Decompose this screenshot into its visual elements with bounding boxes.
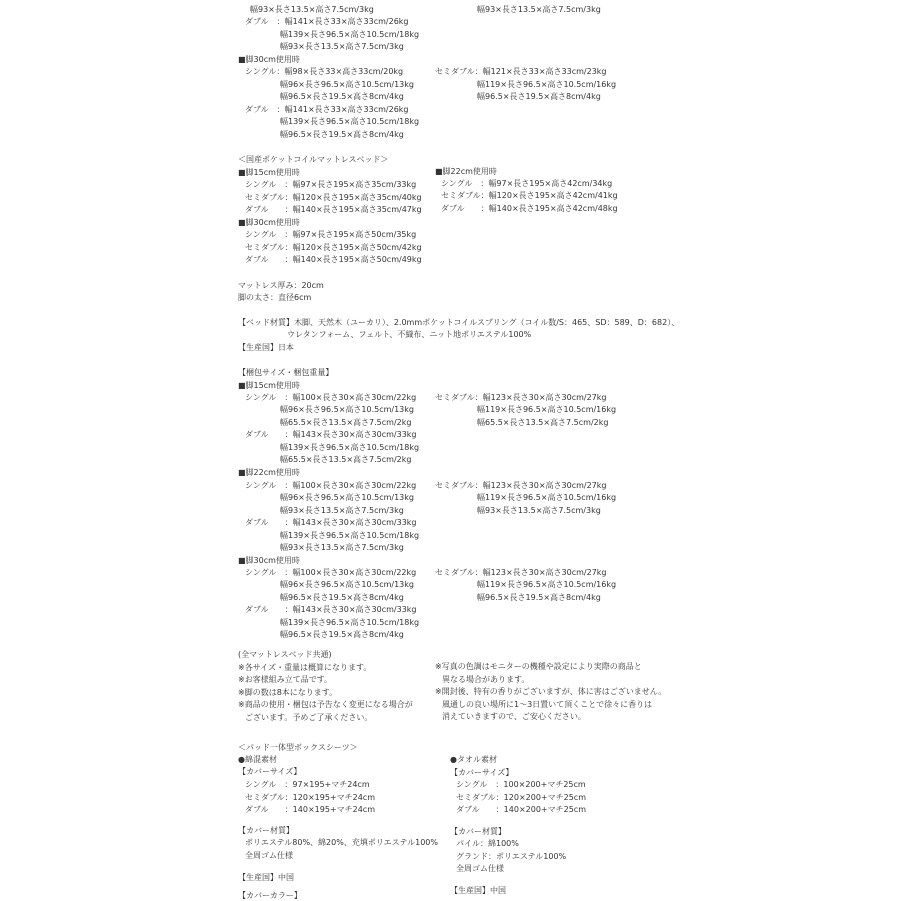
- spec-line: 【生産国】日本: [238, 343, 294, 352]
- spec-line: 幅65.5×長さ13.5×高さ7.5cm/2kg: [280, 418, 412, 427]
- spec-line: ■脚15cm使用時: [238, 381, 300, 390]
- spec-line: ダブル ：幅143×長さ30×高さ30cm/33kg: [245, 430, 417, 439]
- spec-line: 幅96×長さ96.5×高さ10.5cm/13kg: [280, 80, 414, 89]
- spec-line: シングル ：100×200+マチ25cm: [456, 780, 586, 789]
- spec-line: 【カバー材質】: [450, 827, 506, 836]
- spec-line: 幅119×長さ96.5×高さ10.5cm/16kg: [477, 493, 617, 502]
- spec-line: 幅93×長さ13.5×高さ7.5cm/3kg: [280, 42, 404, 51]
- spec-line: セミダブル：幅123×長さ30×高さ30cm/27kg: [435, 393, 607, 402]
- spec-line: ダブル ：幅141×長さ33×高さ33cm/26kg: [245, 17, 409, 26]
- spec-line: 幅139×長さ96.5×高さ10.5cm/18kg: [280, 443, 420, 452]
- spec-line: ウレタンフォーム、フェルト、不織布、ニット地ポリエステル100%: [287, 330, 532, 339]
- spec-line: パイル：綿100%: [456, 839, 519, 848]
- spec-line: ※開封後、特有の香りがございますが、体に害はございません。: [435, 687, 667, 696]
- spec-line: 【カバーサイズ】: [450, 768, 514, 777]
- spec-line: ダブル ：幅143×長さ30×高さ30cm/33kg: [245, 518, 417, 527]
- spec-line: セミダブル：120×200+マチ25cm: [456, 793, 586, 802]
- spec-line: ダブル ：幅140×長さ195×高さ35cm/47kg: [245, 205, 422, 214]
- spec-line: ●タオル素材: [450, 755, 497, 764]
- spec-line: 幅93×長さ13.5×高さ7.5cm/3kg: [280, 506, 404, 515]
- spec-line: 幅139×長さ96.5×高さ10.5cm/18kg: [280, 30, 420, 39]
- spec-line: マットレス厚み：20cm: [238, 281, 324, 290]
- spec-line: 幅96.5×長さ19.5×高さ8cm/4kg: [280, 92, 404, 101]
- spec-line: ■脚30cm使用時: [238, 556, 300, 565]
- spec-line: セミダブル：幅120×長さ195×高さ42cm/41kg: [441, 191, 618, 200]
- spec-line: 【カバーカラー】: [238, 891, 302, 900]
- spec-line: ダブル ：幅143×長さ30×高さ30cm/33kg: [245, 605, 417, 614]
- spec-line: 全周ゴム仕様: [456, 864, 504, 873]
- spec-line: 幅96.5×長さ19.5×高さ8cm/4kg: [477, 593, 601, 602]
- spec-line: 異なる場合があります。: [442, 675, 530, 684]
- spec-line: ※商品の使用・梱包は予告なく変更になる場合が: [238, 700, 413, 709]
- spec-line: (全マットレスベッド共通): [238, 650, 332, 659]
- spec-line: 幅139×長さ96.5×高さ10.5cm/18kg: [280, 117, 420, 126]
- spec-line: 【ベッド材質】木脚、天然木（ユーカリ）、2.0mmポケットコイルスプリング（コイル数/S：465、SD：589、D：682）、: [238, 318, 680, 327]
- spec-line: セミダブル：幅120×長さ195×高さ35cm/40kg: [245, 193, 422, 202]
- spec-line: ■脚30cm使用時: [238, 55, 300, 64]
- spec-line: 幅119×長さ96.5×高さ10.5cm/16kg: [477, 405, 617, 414]
- spec-line: セミダブル：120×195+マチ24cm: [245, 793, 375, 802]
- spec-line: ございます。予めご了承ください。: [245, 713, 373, 722]
- spec-line: シングル ：幅97×長さ195×高さ42cm/34kg: [441, 179, 613, 188]
- spec-line: ■脚22cm使用時: [238, 468, 300, 477]
- spec-line: 幅96×長さ96.5×高さ10.5cm/13kg: [280, 580, 414, 589]
- spec-line: シングル ：幅100×長さ30×高さ30cm/22kg: [245, 568, 417, 577]
- spec-line: シングル ：幅97×長さ195×高さ50cm/35kg: [245, 230, 417, 239]
- spec-line: 幅96.5×長さ19.5×高さ8cm/4kg: [280, 593, 404, 602]
- spec-line: 幅96.5×長さ19.5×高さ8cm/4kg: [280, 130, 404, 139]
- spec-line: 幅119×長さ96.5×高さ10.5cm/16kg: [477, 580, 617, 589]
- spec-line: 幅139×長さ96.5×高さ10.5cm/18kg: [280, 531, 420, 540]
- spec-line: 【カバー材質】: [238, 826, 294, 835]
- spec-line: 脚の太さ：直径6cm: [238, 293, 312, 302]
- spec-line: シングル ：幅100×長さ30×高さ30cm/22kg: [245, 481, 417, 490]
- spec-line: 幅65.5×長さ13.5×高さ7.5cm/2kg: [477, 418, 609, 427]
- spec-line: ■脚15cm使用時: [238, 168, 300, 177]
- spec-line: 幅93×長さ13.5×高さ7.5cm/3kg: [477, 506, 601, 515]
- spec-line: 風通しの良い場所に1～3日置いて頂くことで徐々に香りは: [442, 700, 653, 709]
- spec-line: ■脚22cm使用時: [435, 167, 497, 176]
- spec-line: ※各サイズ・重量は概算になります。: [238, 663, 372, 672]
- spec-line: ダブル ：幅140×長さ195×高さ50cm/49kg: [245, 255, 422, 264]
- spec-line: 幅93×長さ13.5×高さ7.5cm/3kg: [250, 5, 374, 14]
- spec-line: シングル ：幅100×長さ30×高さ30cm/22kg: [245, 393, 417, 402]
- spec-line: 全周ゴム仕様: [245, 851, 293, 860]
- spec-line: 幅96.5×長さ19.5×高さ8cm/4kg: [477, 92, 601, 101]
- spec-line: 幅93×長さ13.5×高さ7.5cm/3kg: [477, 5, 601, 14]
- spec-line: シングル ：幅97×長さ195×高さ35cm/33kg: [245, 180, 417, 189]
- spec-line: 【生産国】中国: [238, 873, 294, 882]
- spec-line: 幅96×長さ96.5×高さ10.5cm/13kg: [280, 405, 414, 414]
- spec-line: 幅139×長さ96.5×高さ10.5cm/18kg: [280, 618, 420, 627]
- spec-line: ※写真の色調はモニターの機種や設定により実際の商品と: [435, 662, 642, 671]
- spec-line: ＜パッド一体型ボックスシーツ＞: [238, 743, 358, 752]
- spec-line: グランド：ポリエステル100%: [456, 852, 567, 861]
- spec-line: シングル ：97×195+マチ24cm: [245, 780, 370, 789]
- spec-line: ダブル ：幅141×長さ33×高さ33cm/26kg: [245, 105, 409, 114]
- spec-line: ●綿混素材: [238, 755, 277, 764]
- spec-line: 幅96×長さ96.5×高さ10.5cm/13kg: [280, 493, 414, 502]
- spec-line: ※脚の数は8本になります。: [238, 688, 338, 697]
- spec-line: 消えていきますので、ご安心ください。: [442, 712, 586, 721]
- spec-line: ダブル ：幅140×長さ195×高さ42cm/48kg: [441, 204, 618, 213]
- spec-line: 幅119×長さ96.5×高さ10.5cm/16kg: [477, 80, 617, 89]
- spec-line: セミダブル：幅123×長さ30×高さ30cm/27kg: [435, 481, 607, 490]
- spec-line: 【梱包サイズ・梱包重量】: [238, 368, 334, 377]
- spec-line: 【生産国】中国: [450, 886, 506, 895]
- spec-line: 【カバーサイズ】: [238, 767, 302, 776]
- spec-line: 幅96.5×長さ19.5×高さ8cm/4kg: [280, 630, 404, 639]
- spec-line: ■脚30cm使用時: [238, 218, 300, 227]
- spec-line: ダブル ：140×200+マチ25cm: [456, 805, 586, 814]
- spec-line: 幅93×長さ13.5×高さ7.5cm/3kg: [280, 543, 404, 552]
- spec-line: セミダブル：幅123×長さ30×高さ30cm/27kg: [435, 568, 607, 577]
- spec-line: ※お客様組み立て品です。: [238, 675, 333, 684]
- spec-line: ダブル ：140×195+マチ24cm: [245, 805, 375, 814]
- spec-line: ポリエステル80%、綿20%、充填ポリエステル100%: [245, 838, 438, 847]
- spec-line: 幅65.5×長さ13.5×高さ7.5cm/2kg: [280, 455, 412, 464]
- spec-line: ＜国産ポケットコイルマットレスベッド＞: [238, 155, 389, 164]
- spec-line: シングル：幅98×長さ33×高さ33cm/20kg: [245, 67, 404, 76]
- spec-line: セミダブル：幅121×長さ33×高さ33cm/23kg: [435, 67, 607, 76]
- spec-line: セミダブル：幅120×長さ195×高さ50cm/42kg: [245, 243, 422, 252]
